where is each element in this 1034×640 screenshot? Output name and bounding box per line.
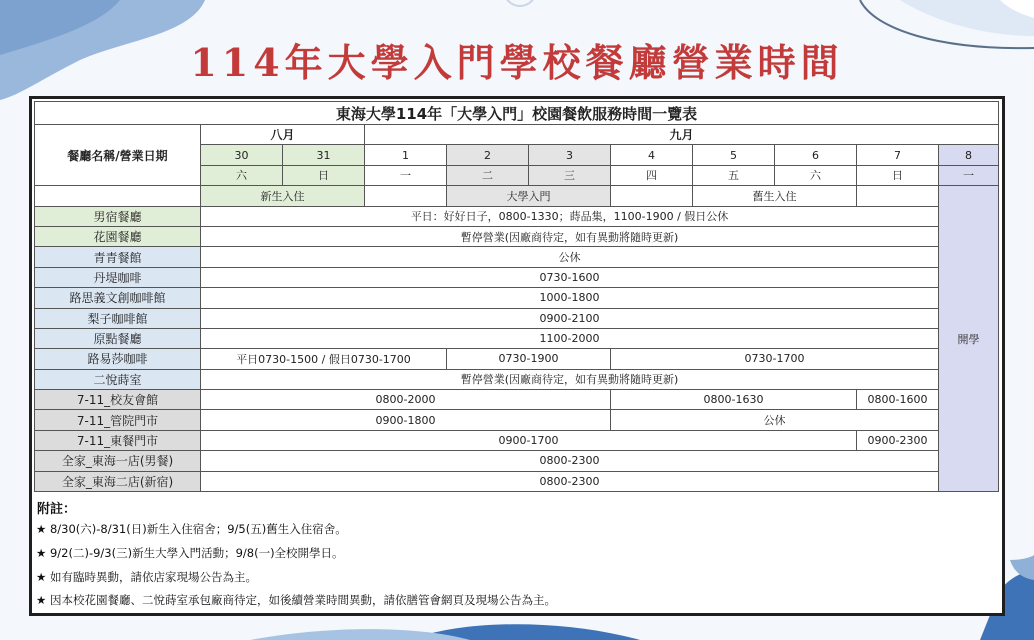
weekday-cell: 日 — [283, 165, 365, 185]
weekday-cell: 三 — [529, 165, 611, 185]
event-freshman-move-in: 新生入住 — [201, 186, 365, 206]
date-cell: 7 — [857, 145, 939, 165]
month-september: 九月 — [365, 125, 999, 145]
hours-cell: 0900-1700 — [201, 430, 857, 450]
table-title: 東海大學114年「大學入門」校園餐飲服務時間一覽表 — [35, 102, 999, 125]
note-item: ★ 9/2(二)-9/3(三)新生大學入門活動；9/8(一)全校開學日。 — [36, 546, 344, 560]
empty-cell — [35, 186, 201, 206]
event-returning-move-in: 舊生入住 — [693, 186, 857, 206]
restaurant-name: 7-11_東餐門市 — [35, 430, 201, 450]
hours-cell: 1000-1800 — [201, 288, 939, 308]
weekday-cell: 五 — [693, 165, 775, 185]
date-cell: 3 — [529, 145, 611, 165]
hours-cell: 平日：好好日子，0800-1330；蒔品集，1100-1900 / 假日公休 — [201, 206, 939, 226]
restaurant-name: 梨子咖啡館 — [35, 308, 201, 328]
hours-cell: 0730-1900 — [447, 349, 611, 369]
date-cell: 2 — [447, 145, 529, 165]
hours-cell: 0900-2300 — [857, 430, 939, 450]
hours-cell: 0800-2300 — [201, 471, 939, 491]
corner-label: 餐廳名稱/營業日期 — [35, 125, 201, 186]
hours-cell: 0900-2100 — [201, 308, 939, 328]
hours-cell: 平日0730-1500 / 假日0730-1700 — [201, 349, 447, 369]
date-cell: 31 — [283, 145, 365, 165]
weekday-cell: 一 — [939, 165, 999, 185]
hours-cell: 暫停營業(因廠商待定，如有異動將隨時更新) — [201, 226, 939, 246]
restaurant-name: 7-11_管院門市 — [35, 410, 201, 430]
event-orientation: 大學入門 — [447, 186, 611, 206]
hours-cell: 1100-2000 — [201, 328, 939, 348]
schedule-table — [34, 101, 999, 492]
semester-start-cell: 開學 — [939, 186, 999, 492]
restaurant-name: 7-11_校友會館 — [35, 390, 201, 410]
hours-cell: 0800-2300 — [201, 451, 939, 471]
weekday-cell: 六 — [775, 165, 857, 185]
restaurant-name: 路思義文創咖啡館 — [35, 288, 201, 308]
restaurant-name: 男宿餐廳 — [35, 206, 201, 226]
note-item: ★ 如有臨時異動，請依店家現場公告為主。 — [36, 570, 257, 584]
hours-cell: 0730-1700 — [611, 349, 939, 369]
weekday-cell: 一 — [365, 165, 447, 185]
date-cell: 8 — [939, 145, 999, 165]
date-cell: 30 — [201, 145, 283, 165]
hours-cell: 暫停營業(因廠商待定，如有異動將隨時更新) — [201, 369, 939, 389]
hours-cell: 0800-1630 — [611, 390, 857, 410]
weekday-cell: 日 — [857, 165, 939, 185]
restaurant-name: 全家_東海二店(新宿) — [35, 471, 201, 491]
notes-heading: 附註： — [37, 502, 77, 517]
restaurant-name: 路易莎咖啡 — [35, 349, 201, 369]
hours-cell: 0800-2000 — [201, 390, 611, 410]
restaurant-name: 二悅蒔室 — [35, 369, 201, 389]
restaurant-name: 全家_東海一店(男餐) — [35, 451, 201, 471]
page-title: 114年大學入門學校餐廳營業時間 — [190, 40, 844, 85]
hours-cell: 0730-1600 — [201, 267, 939, 287]
note-item: ★ 8/30(六)-8/31(日)新生入住宿舍；9/5(五)舊生入住宿舍。 — [36, 522, 347, 536]
hours-cell: 公休 — [201, 247, 939, 267]
empty-cell — [611, 186, 693, 206]
date-cell: 1 — [365, 145, 447, 165]
hours-cell: 公休 — [611, 410, 939, 430]
date-cell: 4 — [611, 145, 693, 165]
hours-cell: 0800-1600 — [857, 390, 939, 410]
restaurant-name: 丹堤咖啡 — [35, 267, 201, 287]
empty-cell — [857, 186, 939, 206]
empty-cell — [365, 186, 447, 206]
weekday-cell: 六 — [201, 165, 283, 185]
month-august: 八月 — [201, 125, 365, 145]
weekday-cell: 四 — [611, 165, 693, 185]
restaurant-name: 花園餐廳 — [35, 226, 201, 246]
notes-section — [34, 493, 998, 611]
hours-cell: 0900-1800 — [201, 410, 611, 430]
note-item: ★ 因本校花園餐廳、二悅蒔室承包廠商待定，如後續營業時間異動，請依膳管會網頁及現場公告為主。 — [36, 593, 556, 607]
weekday-cell: 二 — [447, 165, 529, 185]
restaurant-name: 原點餐廳 — [35, 328, 201, 348]
date-cell: 5 — [693, 145, 775, 165]
restaurant-name: 青青餐館 — [35, 247, 201, 267]
date-cell: 6 — [775, 145, 857, 165]
